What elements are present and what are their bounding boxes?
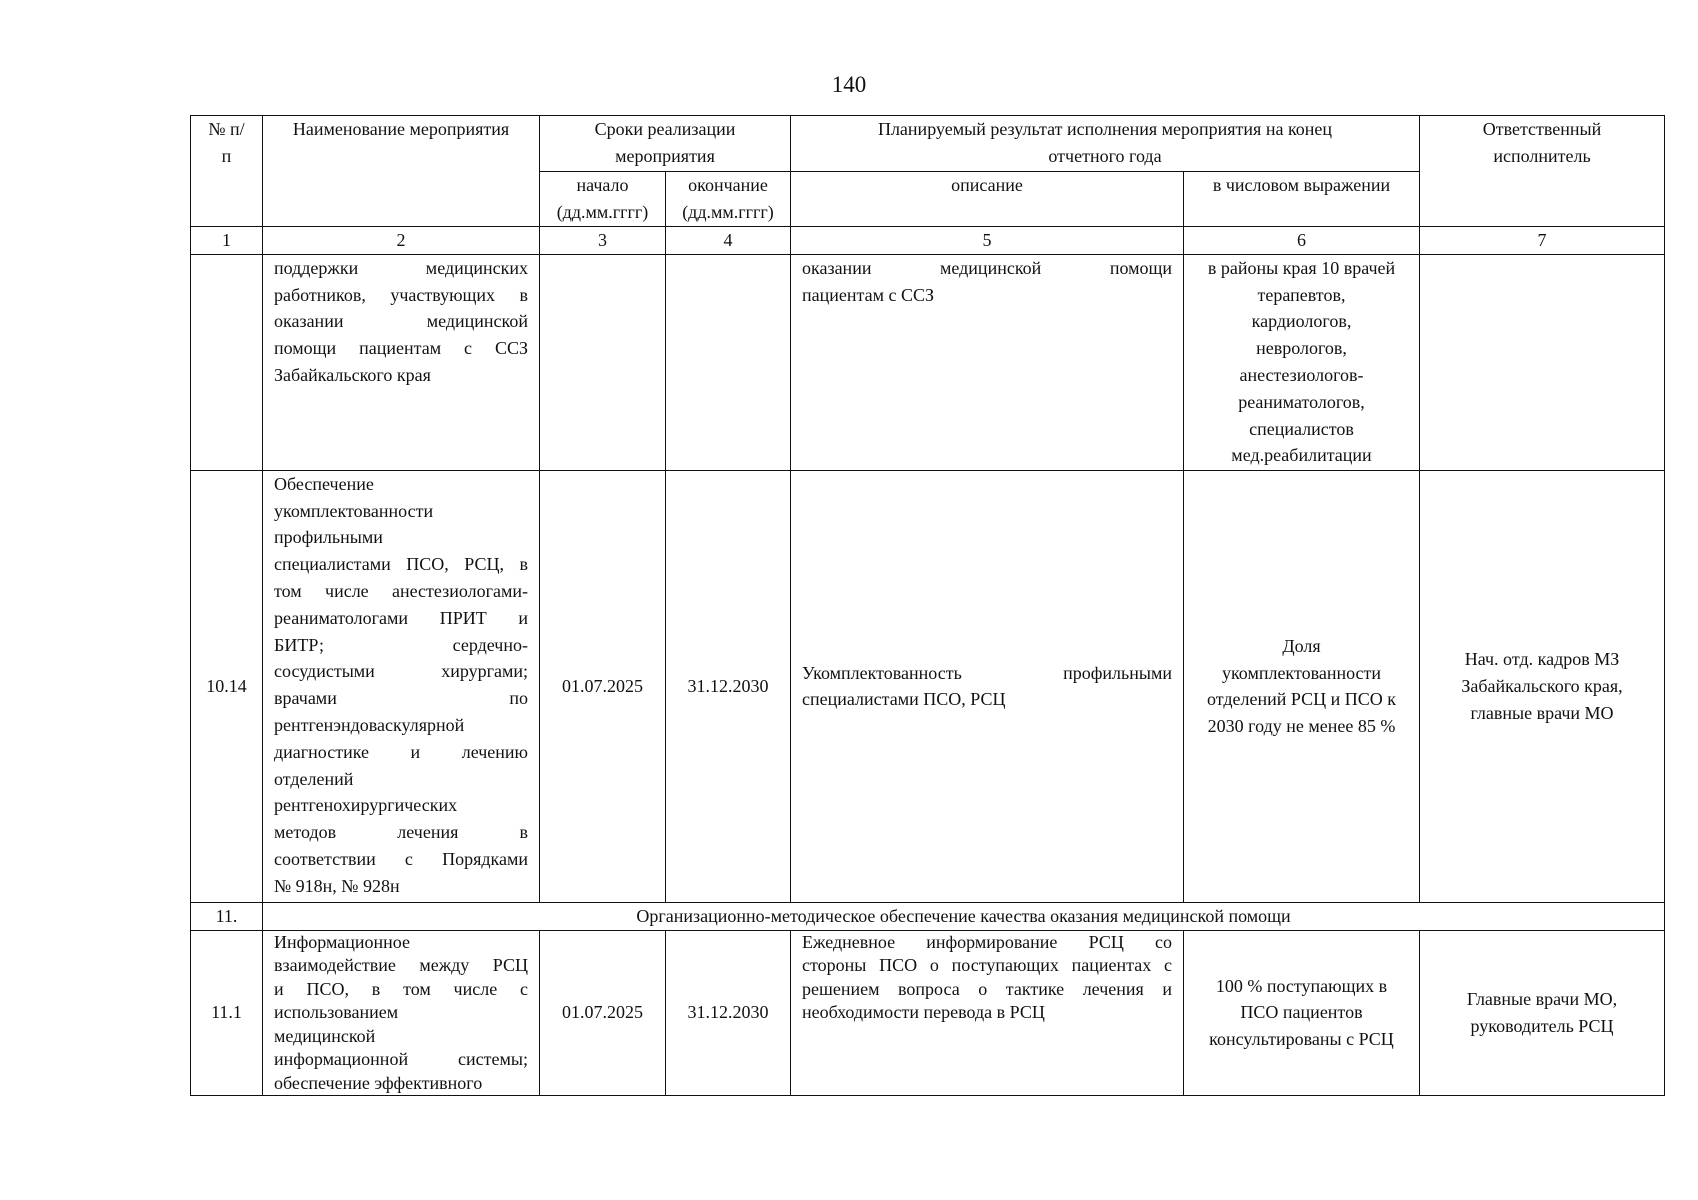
row-name [263,930,540,1096]
column-number: 1 [191,227,263,255]
cell-text-line: Укомплектованность профильными [802,662,1172,683]
row-name [263,470,540,902]
row-start-date [540,254,666,470]
cell-text-line: № 918н, № 928н [274,875,400,896]
row-responsible [1420,254,1665,470]
cell-text-line: необходимости перевода в РСЦ [802,1002,1045,1023]
row-numeric-value [1184,470,1420,902]
cell-text-line: диагностике и лечению [274,741,528,762]
cell-text-line: решением вопроса о тактике лечения и [802,978,1172,999]
header-numeric: в числовом выражении [1184,172,1420,227]
header-result: Планируемый результат исполнения мероприятия на конец отчетного года [791,116,1420,172]
cell-text-line: кардиологов, [1251,311,1352,332]
row-start-date: 01.07.2025 [540,470,666,902]
cell-text-line: укомплектованности [1221,662,1382,683]
cell-text-line: неврологов, [1256,338,1347,359]
cell-text-line: Главные врачи МО, [1466,989,1618,1010]
row-numeric-value [1184,254,1420,470]
row-end-date: 31.12.2030 [666,470,791,902]
header-end: окончание (дд.мм.гггг) [666,172,791,227]
row-number: 10.14 [191,470,263,902]
cell-text-line: работников, участвующих в [274,284,528,305]
cell-text-line: реаниматологами ПРИТ и [274,607,528,628]
header-start: начало (дд.мм.гггг) [540,172,666,227]
column-numbers-row [191,227,1665,255]
cell-text-line: реаниматологов, [1238,391,1365,412]
cell-text-line: пациентам с ССЗ [802,284,934,305]
cell-text-line: медицинской [274,1025,376,1046]
row-description [791,930,1184,1096]
column-number: 2 [263,227,540,255]
cell-text-line: профильными [274,527,383,548]
cell-text-line: специалистов [1249,418,1354,439]
cell-text-line: Забайкальского края [274,364,431,385]
row-responsible [1420,470,1665,902]
row-end-date [666,254,791,470]
cell-text-line: оказании медицинской помощи [802,257,1172,278]
cell-text-line: отделений [274,768,354,789]
section-row [191,902,1665,930]
cell-text-line: помощи пациентам с ССЗ [274,338,528,359]
section-title: Организационно-методическое обеспечение качества оказания медицинской помощи [263,902,1665,930]
cell-text-line: консультированы с РСЦ [1209,1029,1394,1050]
cell-text-line: руководитель РСЦ [1470,1015,1614,1036]
row-description [791,470,1184,902]
column-number: 6 [1184,227,1420,255]
header-description: описание [791,172,1184,227]
row-start-date: 01.07.2025 [540,930,666,1096]
cell-text-line: Информационное [274,931,411,952]
table-row [191,930,1665,1096]
table-row [191,254,1665,470]
row-end-date: 31.12.2030 [666,930,791,1096]
cell-text-line: специалистами ПСО, РСЦ, в [274,554,528,575]
cell-text-line: том числе анестезиологами- [274,580,528,601]
cell-text-line: анестезиологов- [1239,364,1364,385]
cell-text-line: Ежедневное информирование РСЦ со [802,931,1172,952]
column-number: 4 [666,227,791,255]
cell-text-line: оказании медицинской [274,311,528,332]
cell-text-line: главные врачи МО [1470,702,1614,723]
cell-text-line: отделений РСЦ и ПСО к [1206,689,1397,710]
cell-text-line: использованием [274,1002,399,1023]
cell-text-line: Обеспечение [274,473,374,494]
header-terms: Сроки реализации мероприятия [540,116,791,172]
cell-text-line: 100 % поступающих в [1215,975,1388,996]
cell-text-line: рентгенэндоваскулярной [274,714,465,735]
cell-text-line: мед.реабилитации [1231,445,1372,466]
row-number [191,254,263,470]
page-number: 140 [831,72,867,97]
header-name: Наименование мероприятия [263,116,540,227]
cell-text-line: ПСО пациентов [1240,1002,1363,1023]
cell-text-line: Забайкальского края, [1461,675,1623,696]
cell-text-line: сосудистыми хирургами; [274,661,528,682]
cell-text-line: 2030 году не менее 85 % [1207,716,1396,737]
cell-text-line: поддержки медицинских [274,257,528,278]
action-plan-table [190,115,1665,1096]
cell-text-line: терапевтов, [1257,284,1346,305]
header-no: № п/п [191,116,263,227]
cell-text-line: Доля [1282,635,1321,656]
cell-text-line: Нач. отд. кадров МЗ [1464,649,1620,670]
row-name [263,254,540,470]
cell-text-line: и ПСО, в том числе с [274,978,528,999]
column-number: 3 [540,227,666,255]
row-description [791,254,1184,470]
row-responsible [1420,930,1665,1096]
header-row-1 [191,116,1665,172]
cell-text-line: в районы края 10 врачей [1207,257,1396,278]
cell-text-line: обеспечение эффективного [274,1072,483,1093]
cell-text-line: БИТР; сердечно- [274,634,528,655]
cell-text-line: врачами по [274,688,528,709]
cell-text-line: методов лечения в [274,822,528,843]
cell-text-line: специалистами ПСО, РСЦ [802,689,1006,710]
section-number: 11. [191,902,263,930]
cell-text-line: стороны ПСО о поступающих пациентах с [802,955,1172,976]
header-responsible: Ответственный исполнитель [1420,116,1665,227]
row-numeric-value [1184,930,1420,1096]
table-row [191,470,1665,902]
column-number: 5 [791,227,1184,255]
column-number: 7 [1420,227,1665,255]
cell-text-line: информационной системы; [274,1049,528,1070]
cell-text-line: соответствии с Порядками [274,848,528,869]
cell-text-line: взаимодействие между РСЦ [274,955,528,976]
cell-text-line: рентгенохирургических [274,795,458,816]
row-number: 11.1 [191,930,263,1096]
cell-text-line: укомплектованности [274,500,434,521]
